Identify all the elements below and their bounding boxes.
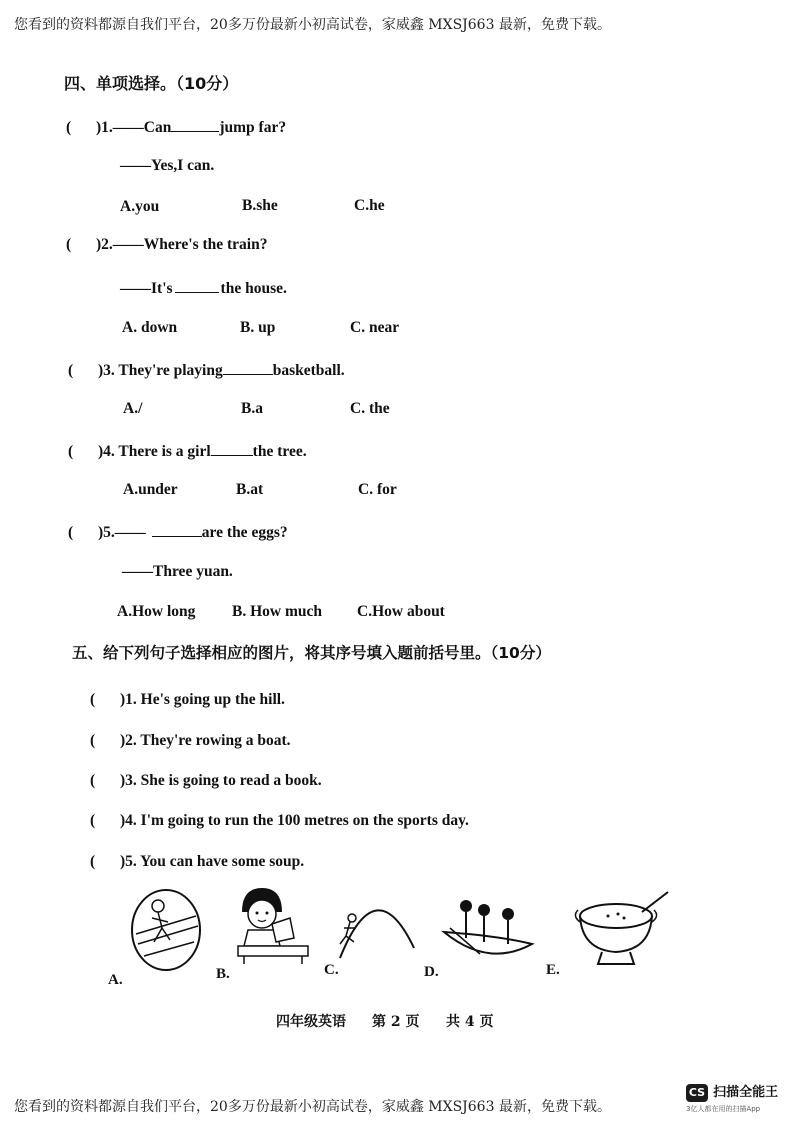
q3-option-b: B.a <box>241 400 263 417</box>
q2-line2: ——It's the house. <box>120 280 287 297</box>
q3-line1: ( )3. They're playing basketball. <box>68 362 345 379</box>
q4-line1: ( )4. There is a girl the tree. <box>68 443 307 460</box>
q1-option-b: B.she <box>242 197 278 214</box>
scanner-logo: CS 扫描全能王 <box>686 1081 778 1102</box>
q2-option-b: B. up <box>240 319 276 336</box>
q2-blank <box>175 278 219 293</box>
s5-item-3: ( )3. She is going to read a book. <box>90 772 322 789</box>
section-4-title: 四、单项选择。（10分） <box>64 74 239 93</box>
footer-grade: 四年级英语 <box>276 1014 346 1030</box>
q2-option-c: C. near <box>350 319 400 336</box>
q1-option-c: C.he <box>354 197 385 214</box>
picture-d-label: D. <box>424 964 439 980</box>
q5-line1: ( )5.—— are the eggs? <box>68 524 288 541</box>
picture-c-label: C. <box>324 962 339 978</box>
q4-option-c: C. for <box>358 481 397 498</box>
q4-option-a: A.under <box>123 481 178 498</box>
s5-item-2: ( )2. They're rowing a boat. <box>90 732 291 749</box>
q4-option-b: B.at <box>236 481 264 498</box>
picture-c-hill <box>330 888 420 960</box>
picture-a-label: A. <box>108 972 123 988</box>
q1-line2: ——Yes,I can. <box>120 157 215 174</box>
q1-option-a: A.you <box>120 198 160 215</box>
picture-d-rowing-boat <box>440 892 536 964</box>
top-banner: 您看到的资料都源自我们平台，20多万份最新小初高试卷，家威鑫 MXSJ663 最新，免费下载。 <box>14 17 611 33</box>
q4-blank <box>211 441 253 456</box>
q5-blank <box>152 522 202 537</box>
scanner-tagline: 3亿人都在用的扫描App <box>686 1105 761 1113</box>
s5-item-5: ( )5. You can have some soup. <box>90 853 305 870</box>
q3-option-c: C. the <box>350 400 390 417</box>
picture-e-soup-bowl <box>572 886 672 970</box>
q5-option-a: A.How long <box>117 603 196 620</box>
q5-option-c: C.How about <box>357 603 445 620</box>
bottom-banner: 您看到的资料都源自我们平台，20多万份最新小初高试卷，家威鑫 MXSJ663 最新，免费下载。 <box>14 1099 611 1115</box>
s5-item-4: ( )4. I'm going to run the 100 metres on the sports day. <box>90 812 469 829</box>
picture-a-running-track <box>128 886 208 974</box>
picture-b-label: B. <box>216 966 230 982</box>
s5-item-1: ( )1. He's going up the hill. <box>90 691 285 708</box>
cs-logo-icon: CS <box>686 1084 708 1102</box>
footer-total: 共 4 页 <box>446 1014 494 1030</box>
q5-option-b: B. How much <box>232 603 322 620</box>
footer-page: 第 2 页 <box>372 1014 420 1030</box>
q3-option-a: A./ <box>123 400 143 417</box>
q3-blank <box>223 360 273 375</box>
picture-b-girl-reading <box>232 884 314 966</box>
q2-option-a: A. down <box>122 319 178 336</box>
q5-line2: ——Three yuan. <box>122 563 233 580</box>
q2-line1: ( )2.——Where's the train? <box>66 236 268 253</box>
section-5-title: 五、给下列句子选择相应的图片，将其序号填入题前括号里。（10分） <box>72 644 551 662</box>
q1-line1: ( )1.——Can jump far? <box>66 119 287 136</box>
picture-e-label: E. <box>546 962 560 978</box>
q1-blank <box>171 117 219 132</box>
